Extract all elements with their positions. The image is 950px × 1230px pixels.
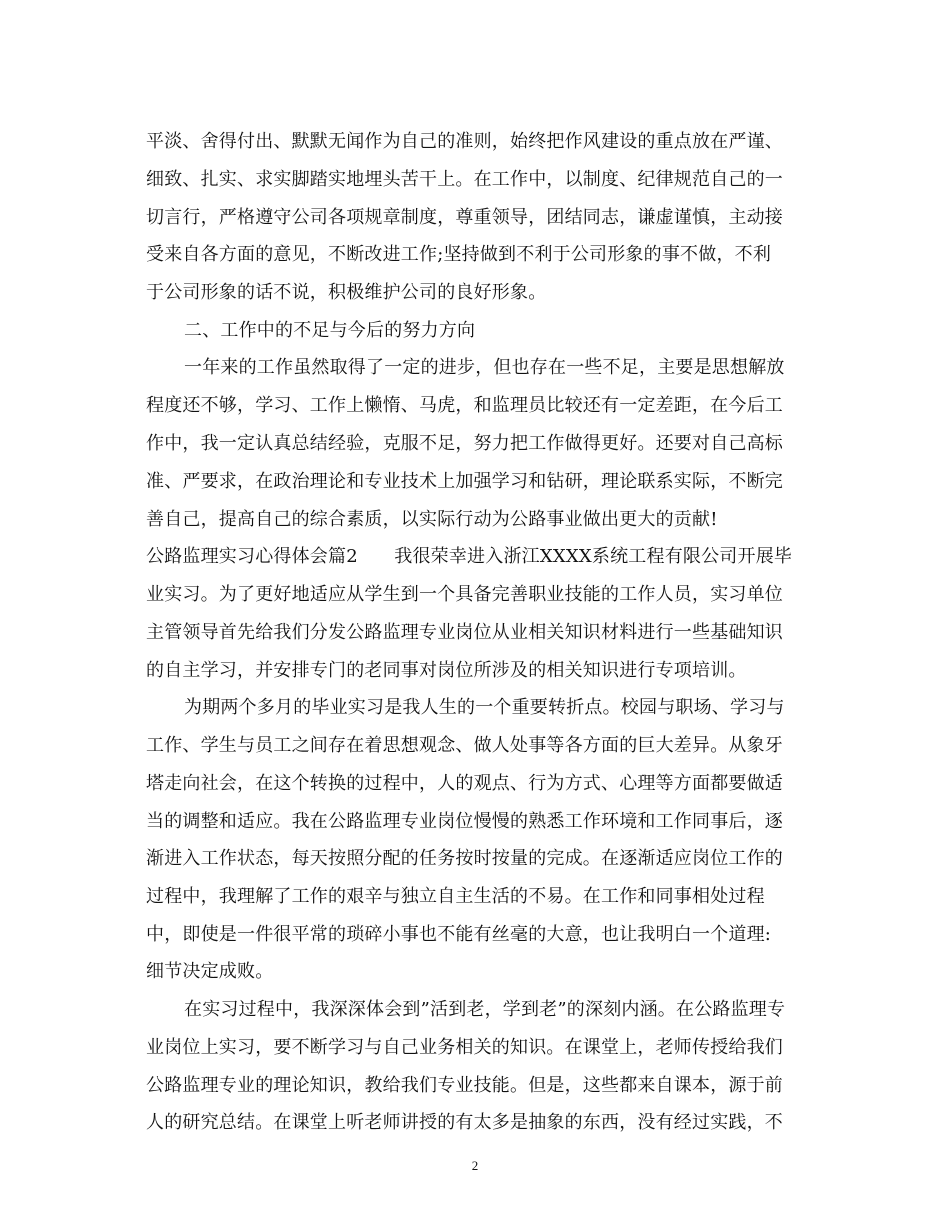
text-line: 业岗位上实习，要不断学习与自己业务相关的知识。在课堂上，老师传授给我们 xyxy=(146,1037,783,1058)
text-line: 人的研究总结。在课堂上听老师讲授的有太多是抽象的东西，没有经过实践，不 xyxy=(146,1112,783,1133)
text-line: 作中，我一定认真总结经验，克服不足，努力把工作做得更好。还要对自己高标 xyxy=(146,433,783,454)
text-line: 当的调整和适应。我在公路监理专业岗位慢慢的熟悉工作环境和工作同事后，逐 xyxy=(146,811,783,832)
text-line: 在实习过程中，我深深体会到”活到老，学到老”的深刻内涵。在公路监理专 xyxy=(184,999,786,1020)
text-line: 工作、学生与员工之间存在着思想观念、做人处事等各方面的巨大差异。从象牙 xyxy=(146,735,783,756)
text-line: 切言行，严格遵守公司各项规章制度，尊重领导，团结同志，谦虚谨慎，主动接 xyxy=(146,207,783,228)
text-line: 的自主学习，并安排专门的老同事对岗位所涉及的相关知识进行专项培训。 xyxy=(146,660,747,681)
section-heading: 二、工作中的不足与今后的努力方向 xyxy=(184,320,476,341)
article-title-line: 公路监理实习心得体会篇2 我很荣幸进入浙江XXXX系统工程有限公司开展毕 xyxy=(146,546,793,567)
text-line: 于公司形象的话不说，积极维护公司的良好形象。 xyxy=(146,282,547,303)
text-line: 受来自各方面的意见，不断改进工作;坚持做到不利于公司形象的事不做，不利 xyxy=(146,244,772,265)
page-number: 2 xyxy=(471,1158,479,1173)
text-line: 塔走向社会，在这个转换的过程中，人的观点、行为方式、心理等方面都要做适 xyxy=(146,773,783,794)
text-line: 过程中，我理解了工作的艰辛与独立自主生活的不易。在工作和同事相处过程 xyxy=(146,886,765,907)
text-line: 平淡、舍得付出、默默无闻作为自己的准则，始终把作风建设的重点放在严谨、 xyxy=(146,131,783,152)
text-line: 程度还不够，学习、工作上懒惰、马虎，和监理员比较还有一定差距，在今后工 xyxy=(146,395,783,416)
text-line: 主管领导首先给我们分发公路监理专业岗位从业相关知识材料进行一些基础知识 xyxy=(146,622,783,643)
text-line: 善自己，提高自己的综合素质，以实际行动为公路事业做出更大的贡献! xyxy=(146,509,718,530)
text-line: 细节决定成败。 xyxy=(146,961,274,982)
text-line: 业实习。为了更好地适应从学生到一个具备完善职业技能的工作人员，实习单位 xyxy=(146,584,783,605)
text-line: 为期两个多月的毕业实习是我人生的一个重要转折点。校园与职场、学习与 xyxy=(184,697,785,718)
text-line: 一年来的工作虽然取得了一定的进步，但也存在一些不足，主要是思想解放 xyxy=(184,357,785,378)
text-line: 公路监理专业的理论知识，教给我们专业技能。但是，这些都来自课本，源于前 xyxy=(146,1075,783,1096)
text-line: 渐进入工作状态，每天按照分配的任务按时按量的完成。在逐渐适应岗位工作的 xyxy=(146,848,783,869)
text-line: 中，即使是一件很平常的琐碎小事也不能有丝毫的大意，也让我明白一个道理: xyxy=(146,924,772,945)
text-line: 准、严要求，在政治理论和专业技术上加强学习和钻研，理论联系实际，不断完 xyxy=(146,471,783,492)
text-line: 细致、扎实、求实脚踏实地埋头苦干上。在工作中，以制度、纪律规范自己的一 xyxy=(146,169,783,190)
